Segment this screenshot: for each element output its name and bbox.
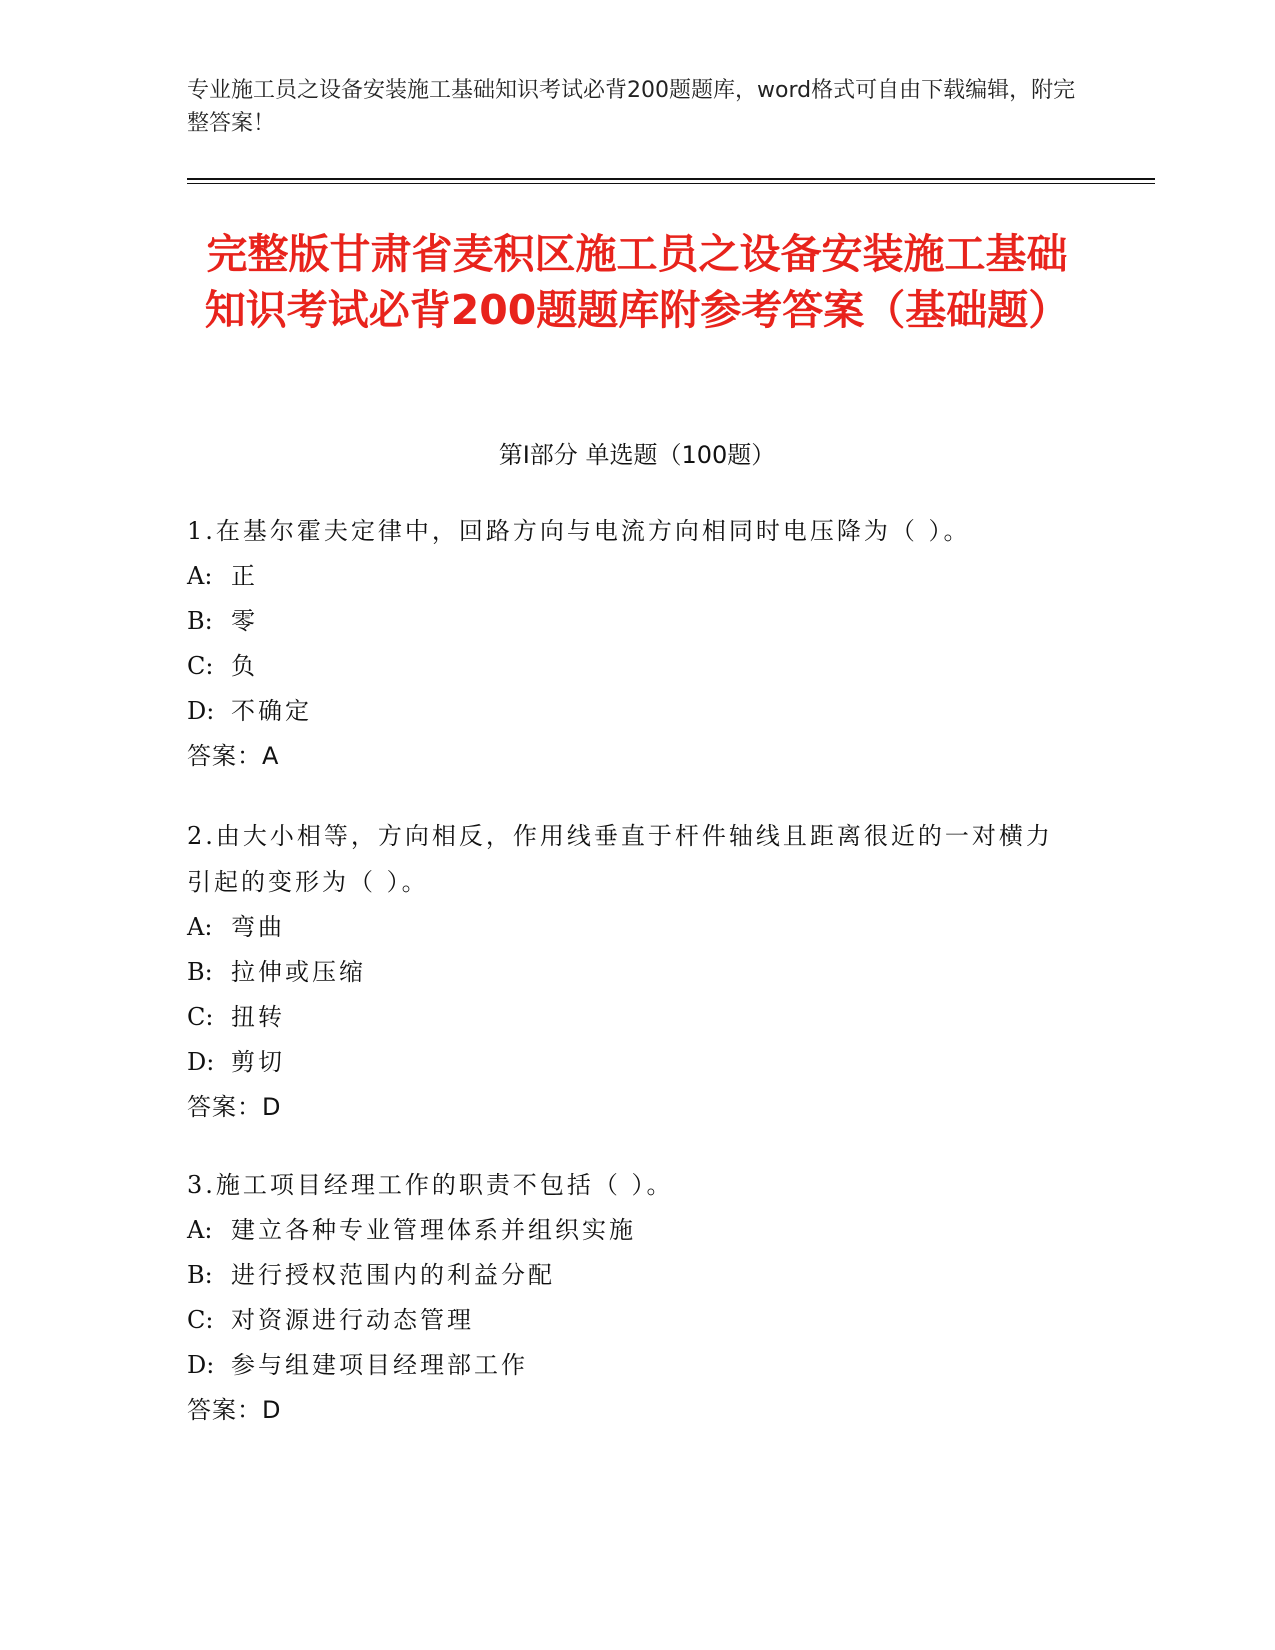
question-2 <box>187 813 1067 1130</box>
option-c <box>187 644 1067 689</box>
option-d <box>187 689 1067 734</box>
option-text: 参与组建项目经理部工作 <box>231 1351 528 1379</box>
option-b <box>187 950 1067 995</box>
option-text: 拉伸或压缩 <box>231 958 366 986</box>
option-letter: D: <box>187 697 215 725</box>
answer-line: 答案：D <box>187 1396 282 1424</box>
option-letter: C: <box>187 652 214 680</box>
header-divider-thick <box>187 178 1155 180</box>
option-letter: A: <box>187 562 213 590</box>
option-letter: C: <box>187 1003 214 1031</box>
option-d <box>187 1040 1067 1085</box>
section-heading: 第I部分 单选题（100题） <box>498 441 776 469</box>
option-text: 负 <box>231 652 258 680</box>
option-letter: B: <box>187 958 213 986</box>
option-letter: D: <box>187 1351 215 1379</box>
option-text: 零 <box>231 607 258 635</box>
option-c <box>187 995 1067 1040</box>
option-d <box>187 1343 1067 1388</box>
option-a <box>187 554 1067 599</box>
option-text: 不确定 <box>231 697 312 725</box>
option-letter: A: <box>187 1216 213 1244</box>
option-letter: A: <box>187 913 213 941</box>
question-stem: 2.由大小相等，方向相反，作用线垂直于杆件轴线且距离很近的一对横力引起的变形为（ ）。 <box>187 822 1053 896</box>
option-b <box>187 1253 1067 1298</box>
document-title: 完整版甘肃省麦积区施工员之设备安装施工基础知识考试必背200题题库附参考答案（基础题） <box>204 230 1070 334</box>
option-c <box>187 1298 1067 1343</box>
option-text: 剪切 <box>231 1048 285 1076</box>
option-text: 正 <box>231 562 258 590</box>
header-divider-thin <box>187 183 1155 184</box>
question-3 <box>187 1162 1067 1433</box>
option-text: 建立各种专业管理体系并组织实施 <box>231 1216 636 1244</box>
option-letter: C: <box>187 1306 214 1334</box>
option-letter: B: <box>187 1261 213 1289</box>
document-header-note: 专业施工员之设备安装施工基础知识考试必背200题题库，word格式可自由下载编辑，附完整答案！ <box>187 78 1076 136</box>
option-b <box>187 599 1067 644</box>
option-text: 弯曲 <box>231 913 285 941</box>
answer-line: 答案：D <box>187 1093 282 1121</box>
option-letter: B: <box>187 607 213 635</box>
option-a <box>187 905 1067 950</box>
option-text: 进行授权范围内的利益分配 <box>231 1261 555 1289</box>
question-stem: 3.施工项目经理工作的职责不包括（ ）。 <box>187 1171 674 1199</box>
option-letter: D: <box>187 1048 215 1076</box>
question-1 <box>187 508 1067 779</box>
answer-line: 答案：A <box>187 742 280 770</box>
option-text: 扭转 <box>231 1003 285 1031</box>
option-text: 对资源进行动态管理 <box>231 1306 474 1334</box>
question-stem: 1.在基尔霍夫定律中，回路方向与电流方向相同时电压降为（ ）。 <box>187 517 971 545</box>
option-a <box>187 1208 1067 1253</box>
